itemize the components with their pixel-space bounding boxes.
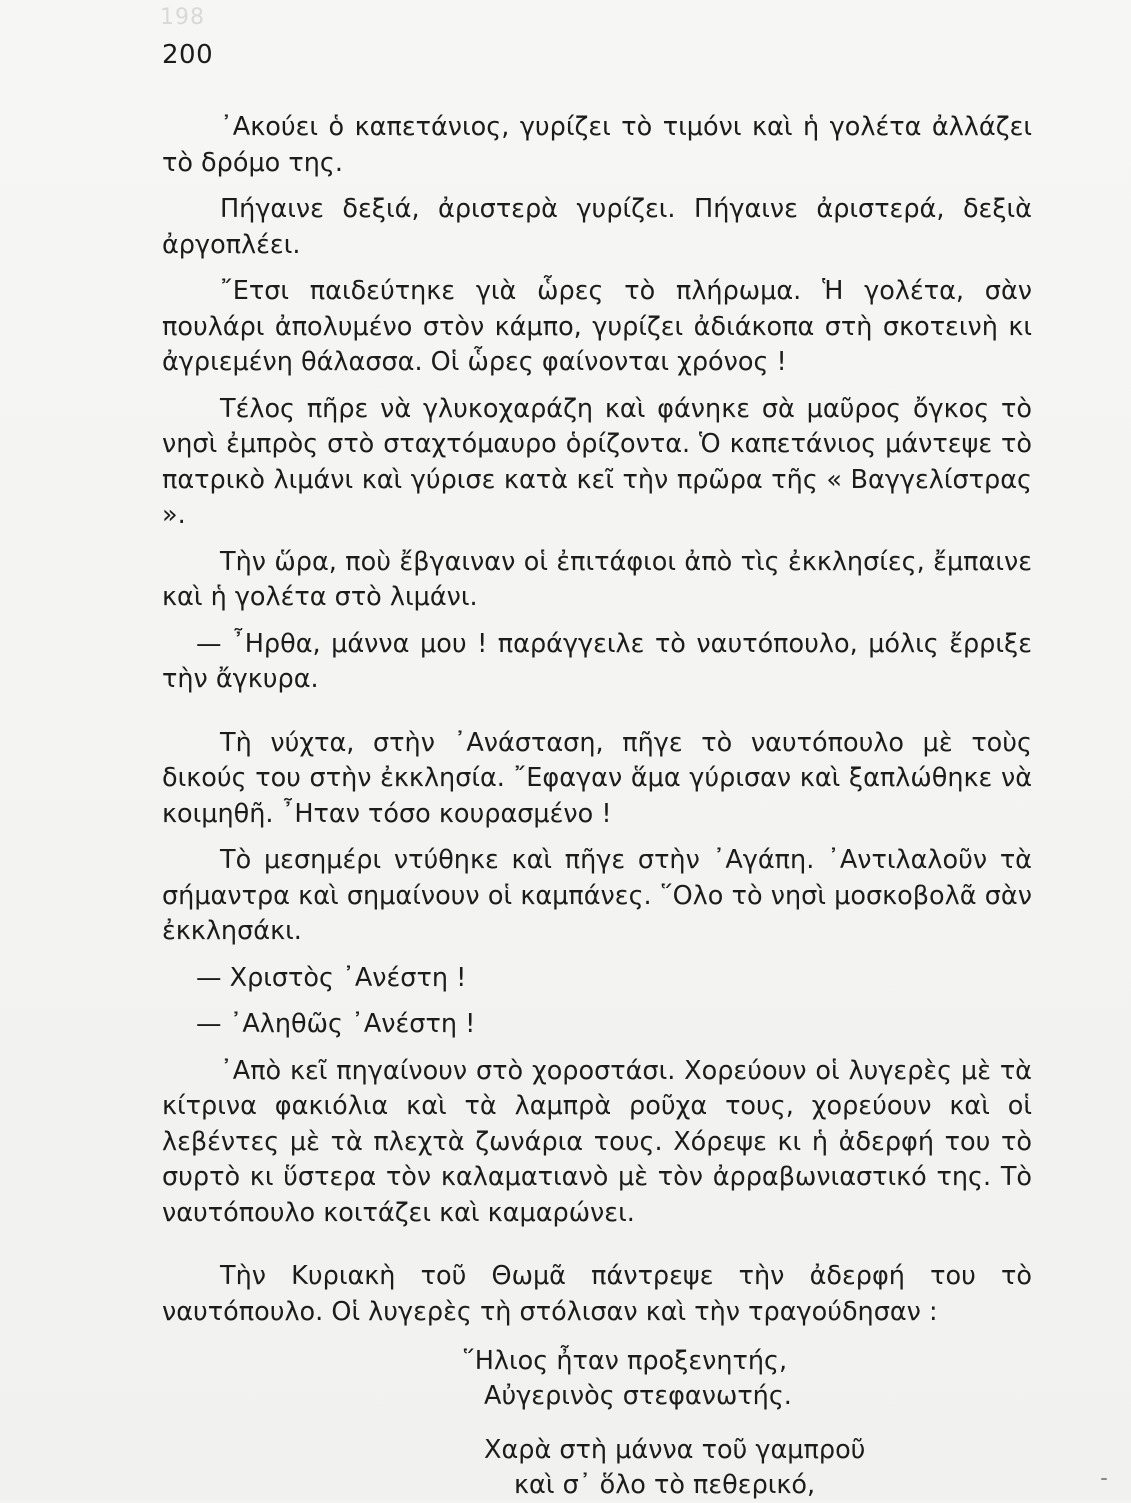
paragraph-12: Τὴν Κυριακὴ τοῦ Θωμᾶ πάντρεψε τὴν ἀδερφή του τὸ ναυτόπουλο. Οἱ λυγερὲς τὴ στόλισαν καὶ τὴν τραγούδησαν : bbox=[162, 1261, 1032, 1327]
paragraph-1: ᾿Ακούει ὁ καπετάνιος, γυρίζει τὸ τιμόνι καὶ ἡ γολέτα ἀλλάζει τὸ δρόμο της. bbox=[162, 112, 1032, 178]
paragraph-8: Τὸ μεσημέρι ντύθηκε καὶ πῆγε στὴν ᾿Αγάπη. ᾿Αντιλαλοῦν τὰ σήμαντρα καὶ σημαίνουν οἱ καμπάνες. ῞Ολο τὸ νησὶ μοσκοβολᾶ σὰν ἐκκλησάκι. bbox=[162, 845, 1032, 946]
verse-line-3: Χαρὰ στὴ μάννα τοῦ γαμπροῦ bbox=[484, 1435, 866, 1465]
page-number: 200 bbox=[162, 40, 214, 70]
paragraph-3: ῎Ετσι παιδεύτηκε γιὰ ὧρες τὸ πλήρωμα. Ἡ γολέτα, σὰν πουλάρι ἀπολυμένο στὸν κάμπο, γυρίζει ἀδιάκοπα στὴ σκοτεινὴ κι ἀγριεμένη θάλασσα. Οἱ ὧρες φαίνονται χρόνος ! bbox=[162, 276, 1032, 377]
paragraph-2: Πήγαινε δεξιά, ἀριστερὰ γυρίζει. Πήγαινε ἀριστερά, δεξιὰ ἀργοπλέει. bbox=[162, 194, 1032, 260]
body-text bbox=[162, 110, 1032, 1503]
paragraph-7: Τὴ νύχτα, στὴν ᾿Ανάσταση, πῆγε τὸ ναυτόπουλο μὲ τοὺς δικούς του στὴν ἐκκλησία. ῎Εφαγαν ἅμα γύρισαν καὶ ξαπλώθηκε νὰ κοιμηθῆ. ῏Ηταν τόσο κουρασμένο ! bbox=[162, 727, 1032, 829]
paragraph-4: Τέλος πῆρε νὰ γλυκοχαράζη καὶ φάνηκε σὰ μαῦρος ὄγκος τὸ νησὶ ἐμπρὸς στὸ σταχτόμαυρο ὁρίζοντα. Ὁ καπετάνιος μάντεψε τὸ πατρικὸ λιμάνι καὶ γύρισε κατὰ κεῖ τὴν πρῶρα τῆς « Βαγγελίστρας ». bbox=[162, 393, 1032, 530]
song-verse bbox=[162, 1344, 1032, 1503]
verse-line-2: Αὐγερινὸς στεφανωτής. bbox=[484, 1381, 792, 1411]
paragraph-11: ᾿Απὸ κεῖ πηγαίνουν στὸ χοροστάσι. Χορεύουν οἱ λυγερὲς μὲ τὰ κίτρινα φακιόλια καὶ τὰ λαμπρὰ ροῦχα τους, χορεύουν καὶ οἱ λεβέντες μὲ τὰ πλεχτὰ ζωνάρια τους. Χόρεψε κι ἡ ἀδερφή του τὸ συρτὸ κι ὕστερα τὸν καλαματιανὸ μὲ τὸν ἀρραβωνιαστικό της. Τὸ ναυτόπουλο κοιτάζει καὶ καμαρώνει. bbox=[162, 1055, 1032, 1228]
dialogue-line-1: — ῏Ηρθα, μάννα μου ! παράγγειλε τὸ ναυτόπουλο, μόλις ἔρριξε τὴν ἄγκυρα. bbox=[162, 628, 1032, 694]
dialogue-line-3: — ᾿Αληθῶς ᾿Ανέστη ! bbox=[196, 1009, 476, 1039]
paper-speck bbox=[1101, 1478, 1107, 1480]
dialogue-line-2: — Χριστὸς ᾿Ανέστη ! bbox=[196, 962, 467, 993]
verse-line-1: ῞Ηλιος ἦταν προξενητής, bbox=[462, 1346, 788, 1376]
paragraph-5: Τὴν ὥρα, ποὺ ἔβγαιναν οἱ ἐπιτάφιοι ἀπὸ τὶς ἐκκλησίες, ἔμπαινε καὶ ἡ γολέτα στὸ λιμάνι. bbox=[162, 546, 1032, 612]
verse-line-4: καὶ σ᾿ ὅλο τὸ πεθερικό, bbox=[514, 1470, 816, 1500]
show-through-page-number: 198 bbox=[160, 5, 205, 30]
